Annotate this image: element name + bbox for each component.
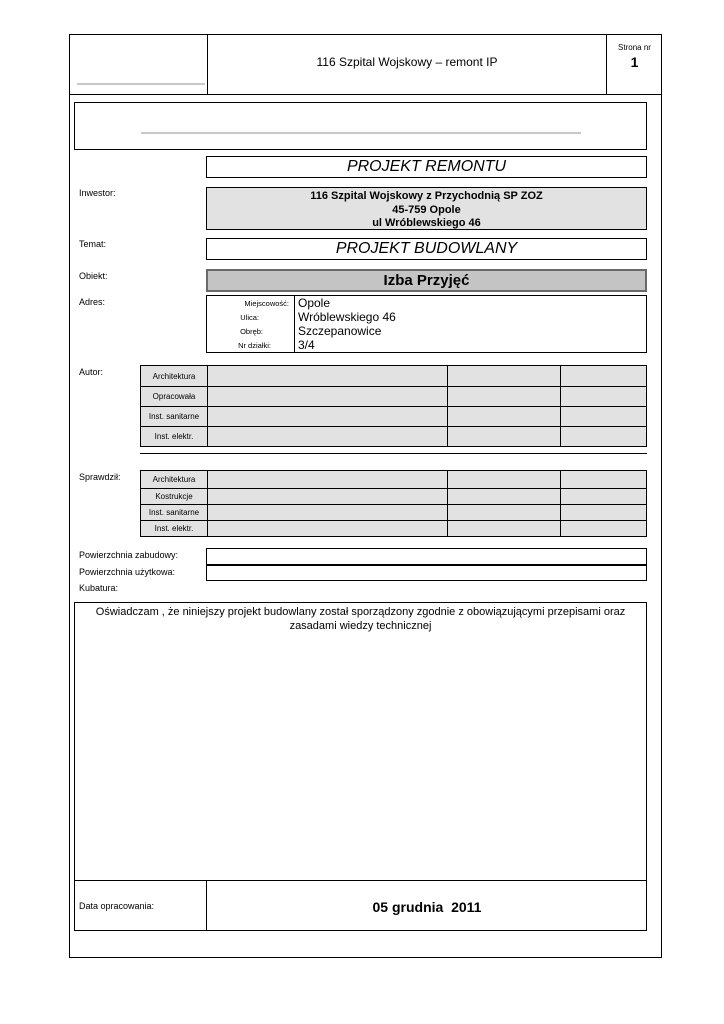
volume-label: Kubatura: <box>79 583 119 593</box>
address-row <box>207 325 643 338</box>
object-value: Izba Przyjęć <box>206 269 647 292</box>
address-label: Adres: <box>79 297 106 307</box>
address-key: Nr działki: <box>238 341 271 350</box>
checked-row-line <box>141 520 646 521</box>
stamp-box <box>74 102 647 150</box>
page-number: 1 <box>630 54 639 70</box>
investor-line3: ul Wróblewskiego 46 <box>372 216 481 229</box>
page-label: Strona nr <box>618 42 651 52</box>
project-title: PROJEKT REMONTU <box>206 156 647 178</box>
address-value: Opole <box>298 296 331 310</box>
investor-box <box>206 187 647 230</box>
section-separator <box>140 453 647 454</box>
checked-row-label: Kostrukcje <box>155 491 193 501</box>
topic-value: PROJEKT BUDOWLANY <box>206 238 647 260</box>
author-row-line <box>141 406 646 407</box>
header-bottom <box>69 94 662 95</box>
address-value: Wróblewskiego 46 <box>298 310 396 324</box>
author-row-line <box>141 386 646 387</box>
checked-row-label: Architektura <box>152 475 196 484</box>
investor-line2: 45-759 Opole <box>392 203 461 216</box>
author-row-line <box>141 426 646 427</box>
checked-table <box>140 470 647 537</box>
checked-row-line <box>141 488 646 489</box>
author-table <box>140 365 647 447</box>
address-row <box>207 339 643 352</box>
stamp-line <box>141 132 581 134</box>
investor-label: Inwestor: <box>79 188 116 198</box>
author-row-label: Architektura <box>152 371 196 381</box>
date-label: Data opracowania: <box>79 901 155 911</box>
topic-label: Temat: <box>79 239 107 249</box>
investor-line1: 116 Szpital Wojskowy z Przychodnią SP ZOZ <box>310 190 543 202</box>
date-value: 05 grudnia 2011 <box>372 899 482 915</box>
date-row-top <box>74 880 647 881</box>
address-key: Ulica: <box>240 313 259 322</box>
declaration-text: Oświadczam , że niniejszy projekt budowlany został sporządzony zgodnie z obowiązującymi przepisami oraz zasadami wiedzy technicznej <box>95 606 626 632</box>
usable-area-label: Powierzchnia użytkowa: <box>79 567 176 577</box>
address-row <box>207 297 643 310</box>
address-key: Miejscowość: <box>244 299 289 308</box>
author-row-label: Inst. sanitarne <box>148 411 200 421</box>
checked-label: Sprawdził: <box>79 472 121 482</box>
object-label: Obiekt: <box>79 271 108 281</box>
author-row-label: Opracowała <box>152 391 196 401</box>
built-area-field <box>206 548 647 565</box>
address-key: Obręb: <box>240 327 263 336</box>
checked-row-label: Inst. sanitarne <box>148 507 200 517</box>
address-value: 3/4 <box>298 338 315 352</box>
author-row-label: Inst. elektr. <box>154 431 194 441</box>
header-title: 116 Szpital Wojskowy – remont IP <box>316 55 498 69</box>
checked-row-label: Inst. elektr. <box>154 523 194 533</box>
built-area-label: Powierzchnia zabudowy: <box>79 550 179 560</box>
address-row <box>207 311 643 324</box>
logo-placeholder-line <box>77 83 205 85</box>
usable-area-field <box>206 564 647 581</box>
checked-row-line <box>141 504 646 505</box>
declaration-box <box>74 602 647 931</box>
author-label: Autor: <box>79 367 104 377</box>
address-value: Szczepanowice <box>298 324 382 338</box>
